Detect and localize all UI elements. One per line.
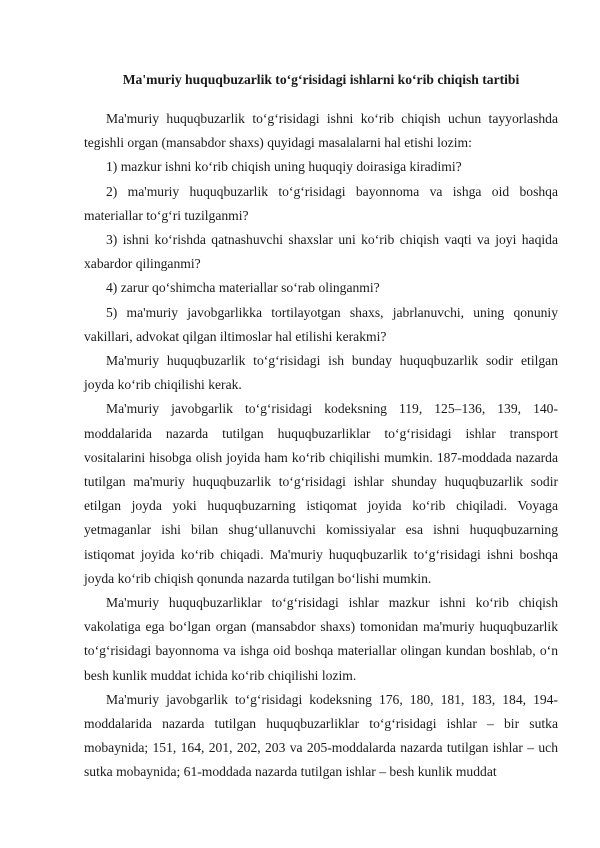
paragraph-term: Ma'muriy huquqbuzarliklar to‘g‘risidagi ishlar mazkur ishni ko‘rib chiqish vakolatiga ega bo‘lgan organ (mansabdor shaxs) tomonidan ma'muriy huquqbuzarlik to‘g‘risidagi bayonnoma va ishga oid boshqa materiallar olingan kundan boshlab, o‘n besh kunlik muddat ichida ko‘rib chiqilishi lozim.	[84, 595, 558, 683]
paragraph-code-articles: Ma'muriy javobgarlik to‘g‘risidagi kodeksning 119, 125–136, 139, 140-moddalarida nazarda tutilgan huquqbuzarliklar to‘g‘risidagi ishlar transport vositalarini hisobga olish joyida ham ko‘rib chiqilishi mumkin. 187-moddada nazarda tutilgan ma'muriy huquqbuzarlik to‘g‘risidagi ishlar shunday huquqbuzarlik sodir etilgan joyda yoki huquqbuzarning istiqomat joyida ko‘rib chiqiladi. Voyaga yetmaganlar ishi bilan shug‘ullanuvchi komissiyalar esa ishni huquqbuzarning istiqomat joyida ko‘rib chiqadi. Ma'muriy huquqbuzarlik to‘g‘risidagi ishni boshqa joyda ko‘rib chiqish qonunda nazarda tutilgan bo‘lishi mumkin.	[84, 401, 558, 586]
list-item-2: 2) ma'muriy huquqbuzarlik to‘g‘risidagi bayonnoma va ishga oid boshqa materiallar to‘g‘ri tuzilganmi?	[84, 183, 558, 223]
document-title: Ma'muriy huquqbuzarlik to‘g‘risidagi ishlarni ko‘rib chiqish tartibi	[122, 72, 520, 87]
list-item-1: 1) mazkur ishni ko‘rib chiqish uning huquqiy doirasiga kiradimi?	[106, 159, 462, 175]
paragraph-place: Ma'muriy huquqbuzarlik to‘g‘risidagi ish bunday huquqbuzarlik sodir etilgan joyda ko‘rib chiqilishi kerak.	[84, 353, 558, 393]
list-item-4: 4) zarur qo‘shimcha materiallar so‘rab olinganmi?	[106, 280, 380, 296]
list-item-5: 5) ma'muriy javobgarlikka tortilayotgan shaxs, jabrlanuvchi, uning qonuniy vakillari, advokat qilgan iltimoslar hal etilishi kerakmi?	[84, 304, 558, 344]
paragraph-deadlines: Ma'muriy javobgarlik to‘g‘risidagi kodeksning 176, 180, 181, 183, 184, 194-moddalarida nazarda tutilgan huquqbuzarliklar to‘g‘risidagi ishlar – bir sutka mobaynida; 151, 164, 201, 202, 203 va 205-moddalarda nazarda tutilgan ishlar – uch sutka mobaynida; 61-moddada nazarda tutilgan ishlar – besh kunlik muddat	[84, 691, 558, 780]
list-item-3: 3) ishni ko‘rishda qatnashuvchi shaxslar uni ko‘rib chiqish vaqti va joyi haqida xabardor qilinganmi?	[84, 232, 558, 272]
document-page	[84, 70, 558, 785]
paragraph-intro: Ma'muriy huquqbuzarlik to‘g‘risidagi ishni ko‘rib chiqish uchun tayyorlashda tegishli organ (mansabdor shaxs) quyidagi masalalarni hal etishi lozim:	[84, 111, 558, 151]
